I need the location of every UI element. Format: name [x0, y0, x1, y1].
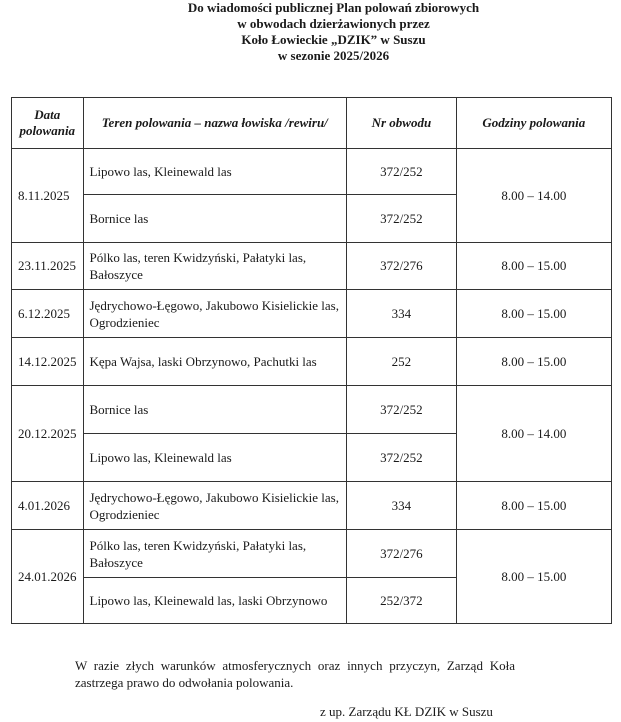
hunting-plan-table — [11, 97, 612, 624]
table-row — [12, 338, 612, 386]
area-cell: Pólko las, teren Kwidzyński, Pałatyki las, Bałoszyce — [83, 530, 347, 578]
area-cell: Jędrychowo-Łęgowo, Jakubowo Kisielickie las, Ogrodzieniec — [83, 290, 347, 338]
nr-cell: 372/276 — [347, 530, 457, 578]
header-line-4: w sezonie 2025/2026 — [277, 48, 390, 63]
col-header-area: Teren polowania – nazwa łowiska /rewiru/ — [83, 98, 347, 149]
area-cell: Lipowo las, Kleinewald las, laski Obrzynowo — [83, 578, 347, 624]
nr-cell: 252/372 — [347, 578, 457, 624]
nr-cell: 334 — [347, 290, 457, 338]
hours-cell: 8.00 – 15.00 — [456, 482, 611, 530]
header-line-2: w obwodach dzierżawionych przez — [237, 16, 430, 31]
date-cell: 8.11.2025 — [12, 149, 84, 243]
date-cell: 4.01.2026 — [12, 482, 84, 530]
table-row — [12, 290, 612, 338]
nr-cell: 372/252 — [347, 195, 457, 243]
signature: z up. Zarządu KŁ DZIK w Suszu — [320, 704, 493, 719]
hours-cell: 8.00 – 15.00 — [456, 290, 611, 338]
table-row — [12, 530, 612, 578]
col-header-hours: Godziny polowania — [456, 98, 611, 149]
col-header-date: Data polowania — [12, 98, 84, 149]
table-row — [12, 386, 612, 434]
document-header — [0, 0, 621, 64]
hours-cell: 8.00 – 14.00 — [456, 149, 611, 243]
cancellation-note: W razie złych warunków atmosferycznych oraz innych przyczyn, Zarząd Koła zastrzega prawo do odwołania polowania. — [75, 658, 515, 690]
area-cell: Lipowo las, Kleinewald las — [83, 434, 347, 482]
area-cell: Bornice las — [83, 386, 347, 434]
col-header-nr: Nr obwodu — [347, 98, 457, 149]
nr-cell: 372/252 — [347, 434, 457, 482]
nr-cell: 372/252 — [347, 149, 457, 195]
table-row — [12, 243, 612, 290]
nr-cell: 372/252 — [347, 386, 457, 434]
hours-cell: 8.00 – 15.00 — [456, 243, 611, 290]
nr-cell: 334 — [347, 482, 457, 530]
date-cell: 20.12.2025 — [12, 386, 84, 482]
hours-cell: 8.00 – 14.00 — [456, 386, 611, 482]
table-row — [12, 149, 612, 195]
date-cell: 24.01.2026 — [12, 530, 84, 624]
nr-cell: 372/276 — [347, 243, 457, 290]
hours-cell: 8.00 – 15.00 — [456, 338, 611, 386]
date-cell: 6.12.2025 — [12, 290, 84, 338]
header-line-1: Do wiadomości publicznej Plan polowań zbiorowych — [187, 0, 480, 15]
nr-cell: 252 — [347, 338, 457, 386]
area-cell: Lipowo las, Kleinewald las — [83, 149, 347, 195]
area-cell: Kępa Wajsa, laski Obrzynowo, Pachutki las — [83, 338, 347, 386]
area-cell: Bornice las — [83, 195, 347, 243]
table-header-row — [12, 98, 612, 149]
date-cell: 14.12.2025 — [12, 338, 84, 386]
area-cell: Pólko las, teren Kwidzyński, Pałatyki las, Bałoszyce — [83, 243, 347, 290]
date-cell: 23.11.2025 — [12, 243, 84, 290]
hours-cell: 8.00 – 15.00 — [456, 530, 611, 624]
table-row — [12, 482, 612, 530]
area-cell: Jędrychowo-Łęgowo, Jakubowo Kisielickie las, Ogrodzieniec — [83, 482, 347, 530]
header-line-3: Koło Łowieckie „DZIK” w Suszu — [241, 32, 426, 47]
